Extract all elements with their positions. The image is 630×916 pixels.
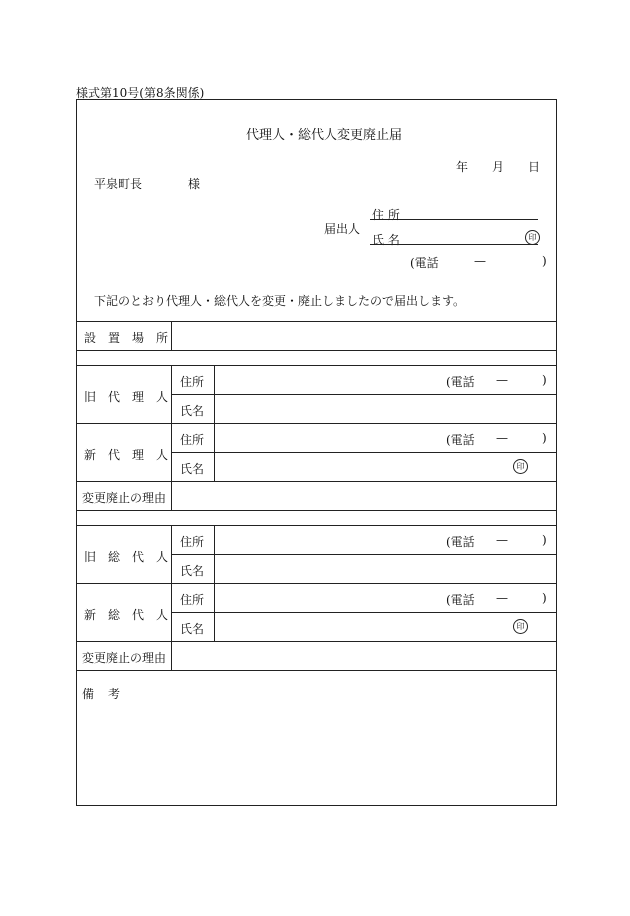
old-rep-label: 旧総代人 — [84, 550, 181, 564]
new-rep-name-label: 氏名 — [180, 622, 205, 636]
new-agent-seal-icon: 印 — [513, 459, 528, 474]
remarks-label: 備考 — [82, 687, 135, 701]
new-rep-address-field[interactable] — [215, 584, 555, 612]
new-agent-phone-close: ) — [542, 431, 547, 445]
old-agent-label: 旧代理人 — [84, 390, 181, 404]
old-rep-name-field[interactable] — [215, 555, 555, 583]
new-agent-phone-open: (電話 — [446, 433, 475, 447]
old-rep-phone-open: (電話 — [446, 535, 475, 549]
new-rep-phone-close: ) — [542, 591, 547, 605]
old-rep-phone-dash: — — [496, 533, 508, 547]
applicant-seal-icon: 印 — [525, 230, 540, 245]
old-rep-phone-close: ) — [542, 533, 547, 547]
old-agent-address-field[interactable] — [215, 366, 555, 394]
location-label: 設置場所 — [84, 331, 181, 345]
remarks-field[interactable] — [77, 671, 555, 803]
agent-reason-field[interactable] — [172, 482, 555, 510]
applicant-phone-open: (電話 — [410, 256, 439, 270]
new-agent-phone-dash: — — [496, 431, 508, 445]
form-title: 代理人・総代人変更廃止届 — [246, 128, 403, 143]
old-rep-address-field[interactable] — [215, 526, 555, 554]
new-rep-phone-open: (電話 — [446, 593, 475, 607]
applicant-label: 届出人 — [324, 222, 361, 236]
old-rep-name-label: 氏名 — [180, 564, 205, 578]
new-agent-label: 新代理人 — [84, 448, 181, 462]
old-agent-name-label: 氏名 — [180, 404, 205, 418]
applicant-name-line[interactable] — [370, 244, 538, 245]
location-field[interactable] — [172, 322, 555, 350]
rep-reason-label: 変更廃止の理由 — [82, 651, 167, 665]
new-agent-address-field[interactable] — [215, 424, 555, 452]
old-agent-address-label: 住所 — [180, 375, 205, 389]
rep-reason-field[interactable] — [172, 642, 555, 670]
new-rep-name-field[interactable] — [215, 613, 505, 641]
old-agent-phone-close: ) — [542, 373, 547, 387]
old-rep-address-label: 住所 — [180, 535, 205, 549]
applicant-phone-dash: — — [474, 254, 486, 268]
new-rep-seal-icon: 印 — [513, 619, 528, 634]
date-day-label: 日 — [528, 160, 541, 174]
old-agent-name-field[interactable] — [215, 395, 555, 423]
new-rep-address-label: 住所 — [180, 593, 205, 607]
new-agent-address-label: 住所 — [180, 433, 205, 447]
date-year-label: 年 — [456, 160, 469, 174]
agent-reason-label: 変更廃止の理由 — [82, 491, 167, 505]
form-number: 様式第10号(第8条関係) — [76, 86, 205, 100]
old-agent-phone-open: (電話 — [446, 375, 475, 389]
new-rep-label: 新総代人 — [84, 608, 181, 622]
applicant-phone-close: ) — [542, 254, 547, 268]
new-rep-phone-dash: — — [496, 591, 508, 605]
new-agent-name-label: 氏名 — [180, 462, 205, 476]
date-month-label: 月 — [492, 160, 505, 174]
old-agent-phone-dash: — — [496, 373, 508, 387]
applicant-address-line[interactable] — [370, 219, 538, 220]
applicant-address-label: 住 所 — [372, 208, 400, 222]
addressee-name: 平泉町長 — [94, 177, 143, 191]
new-agent-name-field[interactable] — [215, 453, 505, 481]
addressee-honorific: 様 — [188, 177, 201, 191]
applicant-name-label: 氏 名 — [372, 233, 400, 247]
statement-text: 下記のとおり代理人・総代人を変更・廃止しましたので届出します。 — [94, 294, 466, 308]
